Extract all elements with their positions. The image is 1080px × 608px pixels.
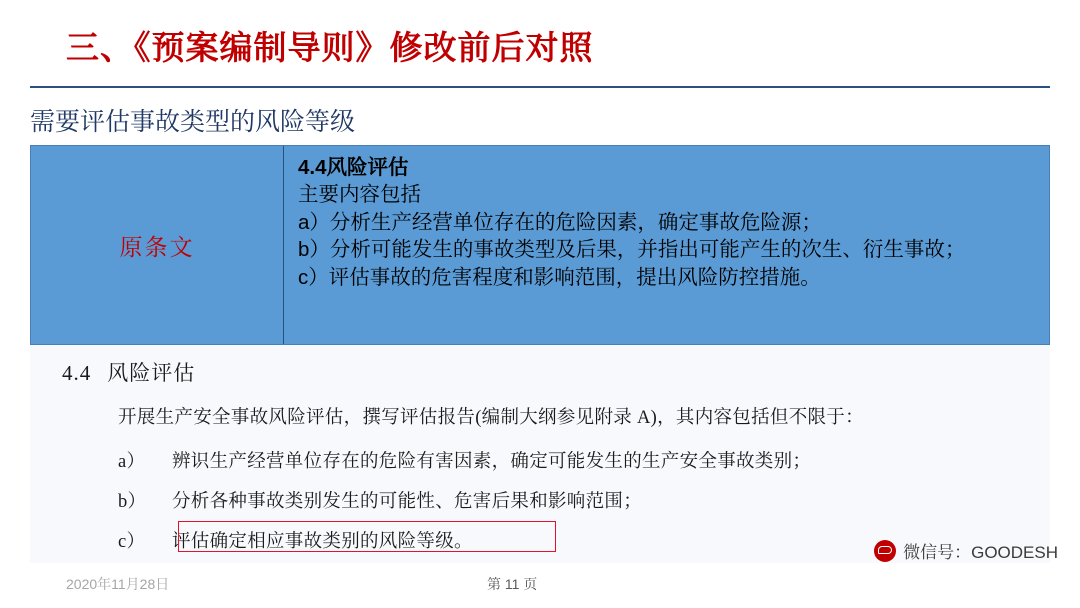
document-heading-text: 风险评估 (107, 361, 196, 385)
watermark-text: 微信号：GOODESH (903, 543, 1058, 562)
footer-page-number: 第 11 页 (487, 576, 538, 592)
list-item-marker: b） (118, 492, 147, 512)
table-row-label: 原条文 (119, 233, 195, 260)
watermark (874, 538, 1058, 563)
clause-line-4: c）评估事故的危害程度和影响范围，提出风险防控措施。 (298, 265, 821, 289)
page-title: 三、《预案编制导则》修改前后对照 (66, 29, 594, 66)
list-item-marker: c） (118, 532, 146, 552)
clause-line-3: b）分析可能发生的事故类型及后果，并指出可能产生的次生、衍生事故； (298, 238, 966, 262)
clause-line-2: a）分析生产经营单位存在的危险因素，确定事故危险源； (298, 210, 822, 234)
wechat-icon (874, 540, 896, 562)
subtitle: 需要评估事故类型的风险等级 (30, 108, 356, 136)
clause-heading: 4.4风险评估 (298, 156, 409, 179)
document-heading-number: 4.4 (62, 361, 92, 385)
table-content-cell (284, 146, 1049, 344)
document-heading (62, 357, 195, 387)
comparison-table (30, 145, 1050, 345)
list-item-marker: a） (118, 452, 146, 472)
title-divider (30, 86, 1050, 88)
table-row-label-cell (31, 146, 284, 344)
list-item-text: 辨识生产经营单位存在的危险有害因素，确定可能发生的生产安全事故类别； (172, 452, 812, 472)
footer-date: 2020年11月28日 (66, 576, 170, 592)
list-item (118, 487, 642, 513)
list-item-text: 评估确定相应事故类别的风险等级。 (172, 532, 473, 552)
list-item (118, 447, 811, 473)
scanned-document-block (30, 345, 1050, 563)
list-item-text: 分析各种事故类别发生的可能性、危害后果和影响范围； (172, 492, 643, 512)
clause-line-1: 主要内容包括 (298, 183, 421, 207)
highlight-box (178, 521, 556, 552)
document-paragraph: 开展生产安全事故风险评估，撰写评估报告(编制大纲参见附录 A)，其内容包括但不限于： (118, 408, 864, 428)
